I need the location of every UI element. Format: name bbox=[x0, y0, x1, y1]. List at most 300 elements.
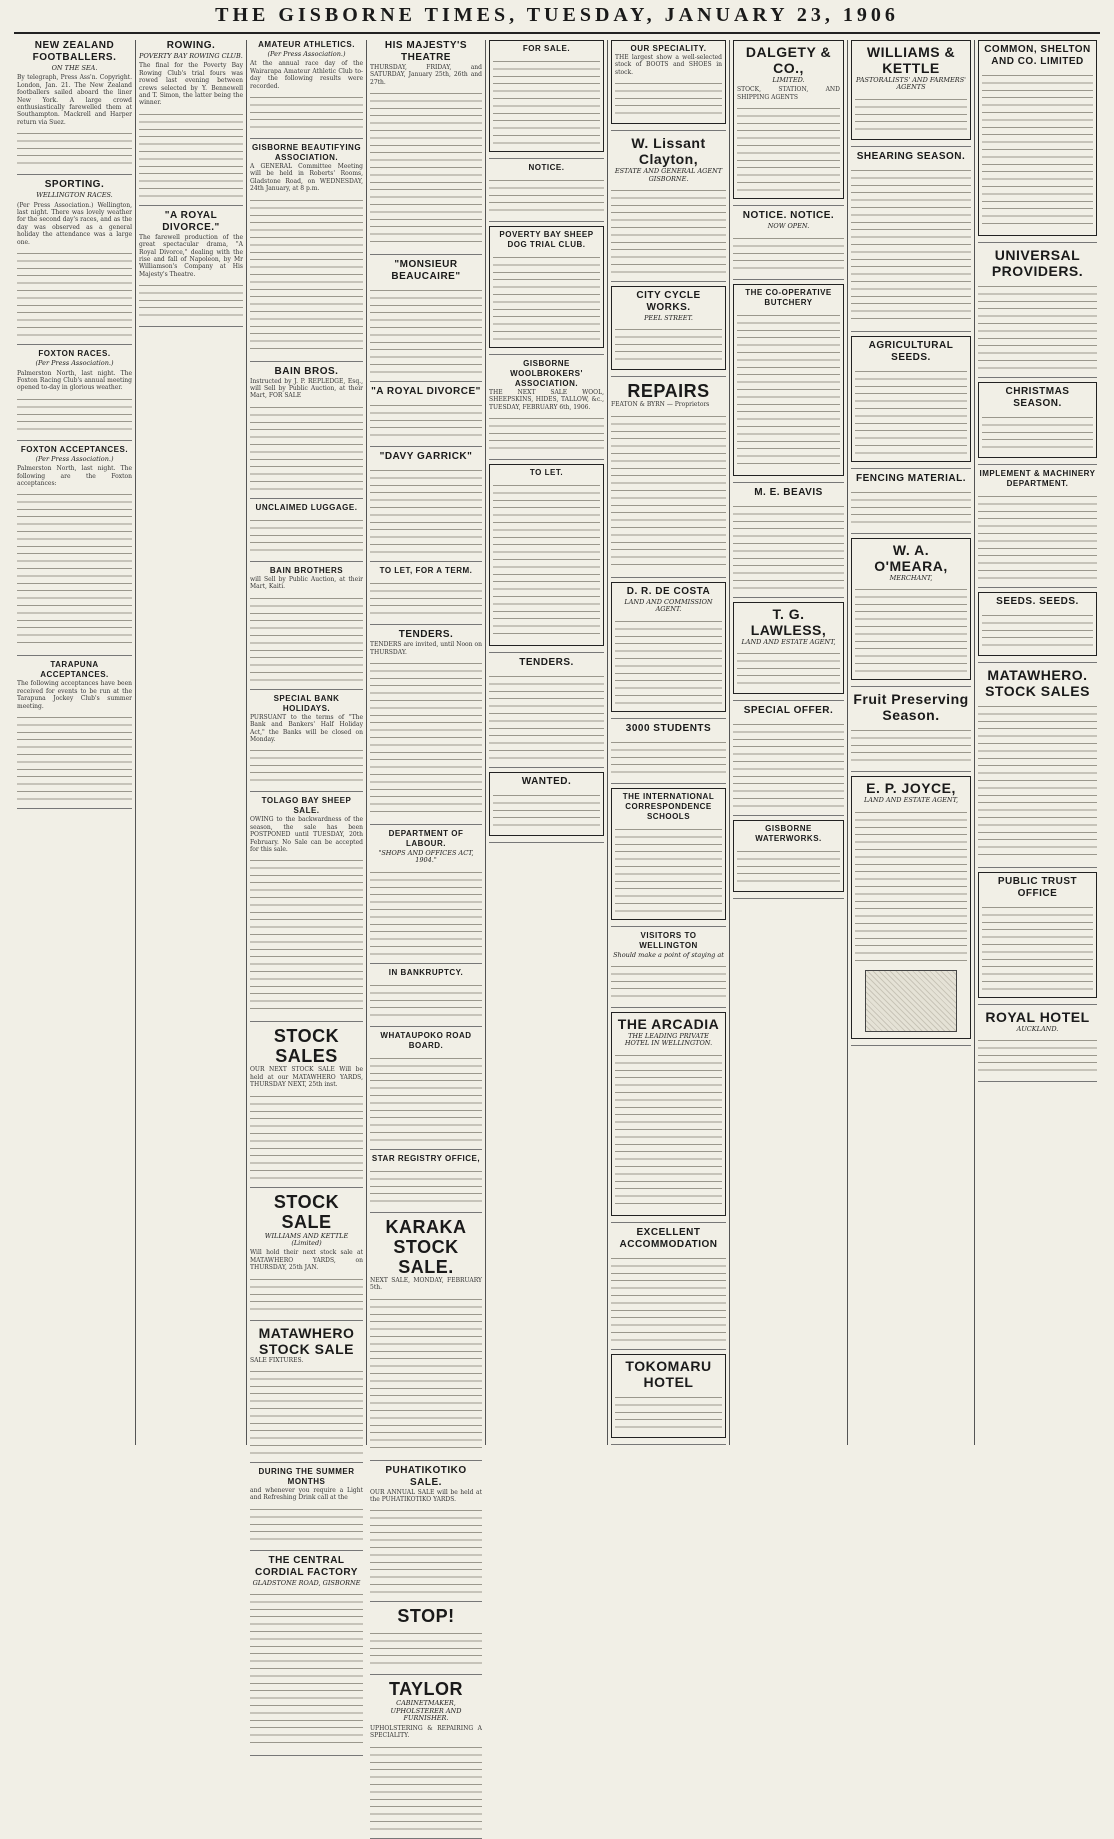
headline: GISBORNE WOOLBROKERS' ASSOCIATION. bbox=[510, 359, 583, 388]
text-lines bbox=[489, 671, 604, 761]
headline: E. P. JOYCE, bbox=[866, 780, 956, 797]
headline: UNCLAIMED LUGGAGE. bbox=[255, 502, 358, 512]
article-block bbox=[851, 776, 971, 1038]
article-block bbox=[370, 1679, 482, 1831]
masthead: THE GISBORNE TIMES, TUESDAY, JANUARY 23, 1906 bbox=[215, 4, 899, 26]
text-lines bbox=[139, 109, 243, 199]
text-lines bbox=[370, 400, 482, 440]
text-lines bbox=[370, 1628, 482, 1668]
article-block bbox=[139, 40, 243, 199]
headline: TAYLOR bbox=[388, 1679, 463, 1700]
headline: W. Lissant Clayton, bbox=[631, 135, 706, 168]
body-text: THE largest show a well-selected stock of BOOTS and SHOES in stock. bbox=[615, 54, 722, 76]
article-block bbox=[611, 1012, 726, 1216]
article-block bbox=[733, 820, 844, 892]
headline: SPECIAL OFFER. bbox=[743, 705, 834, 717]
article-block bbox=[370, 386, 482, 440]
headline: SPECIAL BANK HOLIDAYS. bbox=[273, 693, 340, 713]
article-block bbox=[851, 691, 971, 765]
text-lines bbox=[370, 1053, 482, 1143]
headline: TARAPUNA ACCEPTANCES. bbox=[40, 660, 109, 680]
subheading: NOW OPEN. bbox=[767, 222, 810, 231]
subheading: LAND AND ESTATE AGENT, bbox=[741, 637, 836, 646]
divider bbox=[370, 381, 482, 382]
headline: W. A. O'MEARA, bbox=[874, 541, 948, 574]
headline: THE ARCADIA bbox=[617, 1016, 720, 1033]
body-text: FEATON & BYRN — Proprietors bbox=[611, 401, 710, 409]
headline: TENDERS. bbox=[519, 657, 574, 669]
divider bbox=[733, 482, 844, 483]
text-lines bbox=[615, 616, 722, 706]
article-block bbox=[370, 968, 482, 1020]
headline: SEEDS. SEEDS. bbox=[996, 596, 1079, 607]
body-text: By telegraph, Press Ass'n. Copyright. London, Jan. 21. The New Zealand footballers sailed aboard the liner New York. A large crowd enthusiastically farewelled them at Southampton. Mackrell and Harper return via Suez. bbox=[17, 74, 132, 126]
text-lines bbox=[489, 175, 604, 215]
divider bbox=[250, 791, 363, 792]
subheading: LIMITED. bbox=[772, 76, 805, 84]
article-block bbox=[489, 226, 604, 348]
article-block bbox=[978, 40, 1097, 236]
article-block bbox=[370, 1465, 482, 1596]
headline: STAR REGISTRY OFFICE, bbox=[371, 1153, 481, 1163]
article-block bbox=[611, 582, 726, 712]
divider bbox=[733, 815, 844, 816]
divider bbox=[851, 771, 971, 772]
divider bbox=[250, 1320, 363, 1321]
article-block bbox=[978, 382, 1097, 458]
body-text: Instructed by J. P. REPLEDGE, Esq., will Sell by Public Auction, at their Mart, FOR SALE bbox=[250, 377, 363, 400]
divider bbox=[17, 174, 132, 175]
article-block bbox=[250, 1192, 363, 1314]
column-4 bbox=[367, 40, 486, 1740]
divider bbox=[733, 279, 844, 280]
text-lines bbox=[250, 1091, 363, 1181]
headline: STOCK SALE bbox=[273, 1191, 340, 1232]
article-block bbox=[978, 1009, 1097, 1075]
headline: WANTED. bbox=[521, 776, 572, 788]
headline: OUR SPECIALITY. bbox=[630, 44, 707, 53]
subheading: LAND AND ESTATE AGENT, bbox=[863, 796, 959, 805]
headline: FOXTON ACCEPTANCES. bbox=[20, 444, 129, 454]
headline: THE CENTRAL CORDIAL FACTORY bbox=[255, 1554, 358, 1578]
article-block bbox=[17, 445, 132, 650]
text-lines bbox=[978, 701, 1097, 861]
article-block bbox=[17, 660, 132, 802]
body-text: The following acceptances have been received for events to be run at the Tarapuna Jockey Club's summer meeting. bbox=[17, 680, 132, 710]
headline: IN BANKRUPTCY. bbox=[388, 967, 464, 977]
text-lines bbox=[250, 402, 363, 492]
divider bbox=[611, 1444, 726, 1445]
article-block bbox=[250, 366, 363, 492]
divider bbox=[611, 718, 726, 719]
headline: "A ROYAL DIVORCE." bbox=[162, 209, 220, 233]
article-block bbox=[370, 1154, 482, 1206]
headline: THE INTERNATIONAL CORRESPONDENCE SCHOOLS bbox=[622, 791, 715, 821]
text-lines bbox=[250, 515, 363, 555]
divider bbox=[851, 468, 971, 469]
text-lines bbox=[978, 281, 1097, 371]
headline: HIS MAJESTY'S THEATRE bbox=[384, 40, 468, 63]
article-block bbox=[370, 451, 482, 555]
body-text: SALE FIXTURES. bbox=[250, 1356, 304, 1364]
divider bbox=[611, 1349, 726, 1350]
subheading: ESTATE AND GENERAL AGENT GISBORNE. bbox=[614, 167, 723, 183]
headline: POVERTY BAY SHEEP DOG TRIAL CLUB. bbox=[499, 230, 594, 249]
article-block bbox=[733, 284, 844, 476]
divider bbox=[370, 963, 482, 964]
article-block bbox=[489, 40, 604, 152]
text-lines bbox=[733, 501, 844, 591]
article-block bbox=[250, 1325, 363, 1456]
article-block bbox=[611, 1227, 726, 1343]
subheading: LAND AND COMMISSION AGENT. bbox=[624, 597, 713, 614]
article-block bbox=[851, 473, 971, 527]
text-lines bbox=[851, 487, 971, 527]
divider bbox=[489, 842, 604, 843]
column-6 bbox=[608, 40, 730, 1445]
divider bbox=[250, 498, 363, 499]
body-text: NEXT SALE, MONDAY, FEBRUARY 5th. bbox=[370, 1276, 482, 1292]
subheading: PEEL STREET. bbox=[644, 314, 693, 323]
text-lines bbox=[982, 902, 1093, 992]
divider bbox=[733, 205, 844, 206]
divider bbox=[978, 867, 1097, 868]
headline: STOCK SALES bbox=[273, 1026, 340, 1067]
divider bbox=[851, 146, 971, 147]
headline: WHATAUPOKO ROAD BOARD. bbox=[380, 1030, 472, 1050]
article-block bbox=[978, 667, 1097, 861]
text-lines bbox=[250, 593, 363, 683]
subheading: (Per Press Association.) bbox=[267, 50, 346, 58]
text-lines bbox=[489, 413, 604, 453]
divider bbox=[611, 783, 726, 784]
body-text: OWING to the backwardness of the season, the sale has been POSTPONED until TUESDAY, 20th February. No Sale can be accepted for this sale. bbox=[250, 816, 363, 853]
divider bbox=[370, 561, 482, 562]
divider bbox=[370, 1601, 482, 1602]
headline: TO LET, FOR A TERM. bbox=[379, 566, 473, 576]
headline: KARAKA STOCK SALE. bbox=[385, 1216, 467, 1277]
article-block bbox=[611, 40, 726, 124]
text-lines bbox=[982, 70, 1093, 230]
article-block bbox=[489, 359, 604, 453]
headline: TENDERS. bbox=[398, 629, 454, 641]
headline: ROWING. bbox=[166, 40, 216, 51]
divider bbox=[489, 767, 604, 768]
headline: DALGETY & CO., bbox=[745, 44, 832, 76]
divider bbox=[139, 326, 243, 327]
article-block bbox=[250, 1555, 363, 1749]
divider bbox=[370, 824, 482, 825]
article-block bbox=[250, 1467, 363, 1544]
text-lines bbox=[250, 1589, 363, 1749]
column-1 bbox=[14, 40, 136, 1445]
divider bbox=[611, 926, 726, 927]
article-block bbox=[17, 349, 132, 434]
divider bbox=[611, 1007, 726, 1008]
article-block bbox=[370, 1031, 482, 1143]
article-block bbox=[611, 381, 726, 570]
text-lines bbox=[851, 725, 971, 765]
article-block bbox=[250, 566, 363, 683]
body-text: At the annual race day of the Wairarapa Amateur Athletic Club to-day the following results were recorded. bbox=[250, 60, 363, 90]
text-lines bbox=[611, 185, 726, 275]
divider bbox=[978, 377, 1097, 378]
divider bbox=[851, 331, 971, 332]
divider bbox=[733, 700, 844, 701]
article-block bbox=[733, 40, 844, 199]
text-lines bbox=[737, 103, 840, 193]
article-block bbox=[370, 259, 482, 375]
text-lines bbox=[17, 128, 132, 168]
column-8 bbox=[848, 40, 975, 1445]
text-lines bbox=[737, 310, 840, 470]
subheading: WILLIAMS AND KETTLE (Limited) bbox=[264, 1231, 349, 1247]
article-block bbox=[489, 772, 604, 836]
text-lines bbox=[370, 1505, 482, 1595]
text-lines bbox=[370, 980, 482, 1020]
divider bbox=[978, 587, 1097, 588]
divider bbox=[733, 898, 844, 899]
body-text: THURSDAY, FRIDAY, and SATURDAY, January 25th, 26th and 27th. bbox=[370, 64, 482, 86]
article-block bbox=[978, 247, 1097, 371]
divider bbox=[370, 1460, 482, 1461]
article-block bbox=[611, 931, 726, 1001]
body-text: THE NEXT SALE WOOL, SHEEPSKINS, HIDES, TALLOW, &c., TUESDAY, FEBRUARY 6th, 1906. bbox=[489, 389, 604, 411]
divider bbox=[250, 561, 363, 562]
article-block bbox=[489, 163, 604, 215]
text-lines bbox=[737, 648, 840, 688]
article-block bbox=[250, 40, 363, 132]
text-lines bbox=[139, 280, 243, 320]
text-lines bbox=[615, 824, 722, 914]
divider bbox=[489, 158, 604, 159]
text-lines bbox=[855, 94, 967, 134]
headline: TOLAGO BAY SHEEP SALE. bbox=[261, 796, 352, 816]
article-block bbox=[851, 40, 971, 140]
text-lines bbox=[982, 412, 1093, 452]
divider bbox=[370, 1149, 482, 1150]
text-lines bbox=[17, 394, 132, 434]
headline: MATAWHERO. STOCK SALES bbox=[985, 667, 1090, 699]
text-lines bbox=[978, 1035, 1097, 1075]
subheading: "SHOPS AND OFFICES ACT, 1904." bbox=[378, 849, 474, 865]
article-block bbox=[250, 694, 363, 786]
text-lines bbox=[370, 658, 482, 818]
text-lines bbox=[611, 961, 726, 1001]
divider bbox=[370, 1838, 482, 1839]
article-block bbox=[851, 538, 971, 680]
article-block bbox=[250, 796, 363, 1015]
column-3 bbox=[247, 40, 367, 1587]
text-lines bbox=[615, 1050, 722, 1210]
body-text: Palmerston North, last night. The Foxton Racing Club's annual meeting opened to-day in glorious weather. bbox=[17, 369, 132, 392]
article-block bbox=[17, 179, 132, 338]
headline: UNIVERSAL PROVIDERS. bbox=[991, 247, 1084, 279]
headline: SHEARING SEASON. bbox=[856, 150, 966, 162]
article-block bbox=[370, 566, 482, 618]
subheading: POVERTY BAY ROWING CLUB. bbox=[139, 52, 243, 60]
text-lines bbox=[737, 846, 840, 886]
divider bbox=[733, 597, 844, 598]
divider bbox=[370, 254, 482, 255]
headline: GISBORNE BEAUTIFYING ASSOCIATION. bbox=[251, 143, 362, 163]
text-lines bbox=[370, 1294, 482, 1454]
text-lines bbox=[370, 465, 482, 555]
headline: VISITORS TO WELLINGTON bbox=[639, 930, 698, 950]
divider bbox=[17, 655, 132, 656]
divider bbox=[250, 138, 363, 139]
headline: CHRISTMAS SEASON. bbox=[1005, 386, 1070, 409]
article-block bbox=[250, 1026, 363, 1180]
column-2 bbox=[136, 40, 247, 1445]
headline: COMMON, SHELTON AND CO. LIMITED bbox=[984, 44, 1091, 67]
headline: FOXTON RACES. bbox=[38, 349, 111, 359]
body-text: OUR NEXT STOCK SALE Will be held at our MATAWHERO YARDS, THURSDAY NEXT, 25th inst. bbox=[250, 1066, 363, 1089]
divider bbox=[611, 1222, 726, 1223]
article-block bbox=[250, 143, 363, 355]
column-7 bbox=[730, 40, 848, 1445]
article-block bbox=[489, 464, 604, 646]
divider bbox=[17, 440, 132, 441]
headline: M. E. BEAVIS bbox=[754, 486, 823, 498]
text-lines bbox=[370, 1742, 482, 1832]
body-text: UPHOLSTERING & REPAIRING A SPECIALITY. bbox=[370, 1724, 482, 1740]
body-text: Will hold their next stock sale at MATAWHERO YARDS, on THURSDAY, 25th JAN. bbox=[250, 1249, 363, 1272]
headline: REPAIRS bbox=[627, 381, 710, 402]
divider bbox=[611, 577, 726, 578]
article-block bbox=[370, 1606, 482, 1668]
text-lines bbox=[982, 610, 1093, 650]
divider bbox=[489, 652, 604, 653]
article-block bbox=[733, 210, 844, 272]
subheading: (Per Press Association.) bbox=[35, 359, 114, 368]
headline: IMPLEMENT & MACHINERY DEPARTMENT. bbox=[979, 469, 1096, 488]
article-block bbox=[370, 1217, 482, 1454]
divider bbox=[489, 354, 604, 355]
body-text: and whenever you require a Light and Refreshing Drink call at the bbox=[250, 1487, 363, 1502]
body-text: A GENERAL Committee Meeting will be held in Roberts' Rooms, Gladstone Road, on WEDNESDAY, 24th January, at 8 p.m. bbox=[250, 163, 363, 193]
text-lines bbox=[855, 807, 967, 967]
divider bbox=[978, 464, 1097, 465]
headline: NOTICE. bbox=[528, 163, 565, 172]
subheading: MERCHANT, bbox=[889, 573, 933, 582]
article-block bbox=[611, 286, 726, 370]
text-lines bbox=[250, 1274, 363, 1314]
article-block bbox=[733, 487, 844, 591]
text-lines bbox=[370, 578, 482, 618]
text-lines bbox=[733, 719, 844, 809]
divider bbox=[250, 361, 363, 362]
text-lines bbox=[615, 324, 722, 364]
column-9 bbox=[975, 40, 1100, 1445]
divider bbox=[978, 242, 1097, 243]
headline: "DAVY GARRICK" bbox=[379, 451, 473, 463]
headline: DURING THE SUMMER MONTHS bbox=[258, 1467, 355, 1486]
divider bbox=[250, 1462, 363, 1463]
subheading: WELLINGTON RACES. bbox=[36, 191, 113, 200]
headline: PUHATIKOTIKO SALE. bbox=[385, 1464, 467, 1488]
headline: BAIN BROS. bbox=[274, 365, 339, 377]
body-text: The final for the Poverty Bay Rowing Club's trial fours was rowed last evening between crews selected by Y. Bennewell and T. Simon, the latter being the winner. bbox=[139, 62, 243, 107]
text-lines bbox=[611, 411, 726, 571]
headline: STOP! bbox=[397, 1606, 455, 1627]
divider bbox=[851, 1045, 971, 1046]
text-lines bbox=[370, 285, 482, 375]
text-lines bbox=[493, 480, 600, 640]
article-block bbox=[370, 40, 482, 248]
article-block bbox=[489, 657, 604, 761]
divider bbox=[250, 1021, 363, 1022]
body-text: (Per Press Association.) Wellington, last night. There was lovely weather for the second day's races, and as the day was observed as a general holiday the attendance was a large one. bbox=[17, 201, 132, 246]
divider bbox=[611, 281, 726, 282]
text-lines bbox=[855, 584, 967, 674]
text-lines bbox=[17, 712, 132, 802]
text-lines bbox=[370, 88, 482, 248]
article-block bbox=[851, 151, 971, 325]
article-block bbox=[611, 723, 726, 777]
headline: T. G. LAWLESS, bbox=[750, 605, 827, 638]
divider bbox=[17, 344, 132, 345]
divider bbox=[851, 533, 971, 534]
article-block bbox=[733, 705, 844, 809]
subheading: AUCKLAND. bbox=[1016, 1025, 1059, 1033]
divider bbox=[489, 459, 604, 460]
headline: PUBLIC TRUST OFFICE bbox=[997, 876, 1078, 899]
text-lines bbox=[250, 1366, 363, 1456]
headline: CITY CYCLE WORKS. bbox=[636, 290, 701, 314]
divider bbox=[978, 1081, 1097, 1082]
headline: "A ROYAL DIVORCE" bbox=[371, 386, 481, 398]
article-block bbox=[611, 1354, 726, 1438]
text-lines bbox=[250, 855, 363, 1015]
text-lines bbox=[370, 867, 482, 957]
article-block bbox=[978, 872, 1097, 998]
body-text: Palmerston North, last night. The following are the Foxton acceptances: bbox=[17, 465, 132, 487]
headline: THE CO-OPERATIVE BUTCHERY bbox=[745, 287, 832, 307]
divider bbox=[370, 446, 482, 447]
text-lines bbox=[733, 233, 844, 273]
headline: DEPARTMENT OF LABOUR. bbox=[388, 829, 464, 849]
divider bbox=[250, 1187, 363, 1188]
headline: SPORTING. bbox=[44, 179, 105, 191]
body-text: PURSUANT to the terms of "The Bank and Bankers' Half Holiday Act," the Banks will be closed on Monday. bbox=[250, 713, 363, 743]
divider bbox=[17, 808, 132, 809]
divider bbox=[370, 1212, 482, 1213]
text-lines bbox=[250, 195, 363, 355]
divider bbox=[370, 1674, 482, 1675]
headline: MATAWHERO STOCK SALE bbox=[258, 1324, 355, 1357]
text-lines bbox=[17, 248, 132, 338]
building-illustration bbox=[865, 970, 957, 1032]
text-lines bbox=[17, 489, 132, 649]
headline: "MONSIEUR BEAUCAIRE" bbox=[391, 259, 461, 283]
subheading: Should make a point of staying at bbox=[613, 950, 724, 959]
headline: FOR SALE. bbox=[522, 44, 571, 53]
divider bbox=[978, 1004, 1097, 1005]
article-block bbox=[611, 788, 726, 920]
text-lines bbox=[615, 78, 722, 118]
divider bbox=[370, 624, 482, 625]
headline: TO LET. bbox=[529, 468, 564, 478]
subheading: ON THE SEA. bbox=[51, 64, 98, 72]
text-lines bbox=[493, 56, 600, 146]
divider bbox=[611, 130, 726, 131]
divider bbox=[139, 205, 243, 206]
headline: D. R. DE COSTA bbox=[626, 585, 711, 597]
text-lines bbox=[370, 1166, 482, 1206]
subheading: PASTORALISTS' AND FARMERS' AGENTS bbox=[856, 76, 966, 92]
divider bbox=[250, 1755, 363, 1756]
